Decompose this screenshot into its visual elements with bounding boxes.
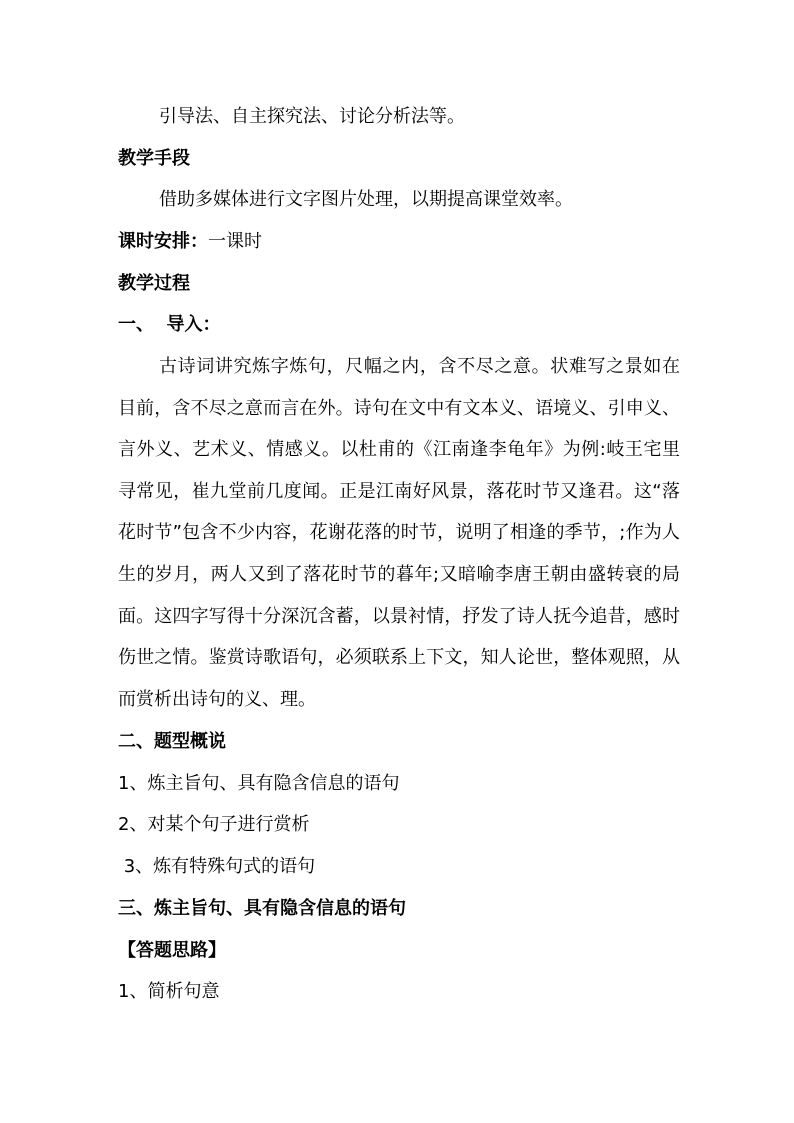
schedule-value: 一课时	[208, 231, 262, 252]
intro-paragraph: 古诗词讲究炼字炼句，尺幅之内，含不尽之意。状难写之景如在目前，含不尽之意而言在外。诗句在文中有文本义、语境义、引申义、言外义、艺术义、情感义。以杜甫的《江南逢李龟年》为例:岐王宅里寻常见，崔九堂前几度闻。正是江南好风景，落花时节又逢君。这“落花时节”包含不少内容，花谢花落的时节，说明了相逢的季节，;作为人生的岁月，两人又到了落花时节的暮年;又暗喻李唐王朝由盛转衰的局面。这四字写得十分深沉含蓄，以景衬情，抒发了诗人抚今追昔，感时伤世之情。鉴赏诗歌语句，必须联系上下文，知人论世，整体观照，从而赏析出诗句的义、理。	[118, 356, 680, 710]
answer-approach-heading: 【答题思路】	[118, 940, 226, 961]
section-theme-sentences-heading: 三、炼主旨句、具有隐含信息的语句	[118, 898, 406, 919]
teaching-means-text: 借助多媒体进行文字图片处理，以期提高课堂效率。	[159, 189, 573, 210]
answer-step-item: 1、简析句意	[118, 981, 220, 1002]
question-type-item: 1、炼主旨句、具有隐含信息的语句	[118, 773, 400, 794]
teaching-means-heading: 教学手段	[118, 148, 190, 169]
section-intro-heading: 一、 导入：	[118, 314, 221, 335]
question-type-item: 2、对某个句子进行赏析	[118, 814, 310, 835]
teaching-process-heading: 教学过程	[118, 273, 190, 294]
schedule-line	[118, 230, 262, 254]
teaching-methods-text: 引导法、自主探究法、讨论分析法等。	[159, 106, 465, 127]
section-question-types-heading: 二、题型概说	[118, 731, 226, 752]
schedule-label: 课时安排：	[118, 231, 208, 252]
question-type-item: 3、炼有特殊句式的语句	[118, 856, 316, 877]
